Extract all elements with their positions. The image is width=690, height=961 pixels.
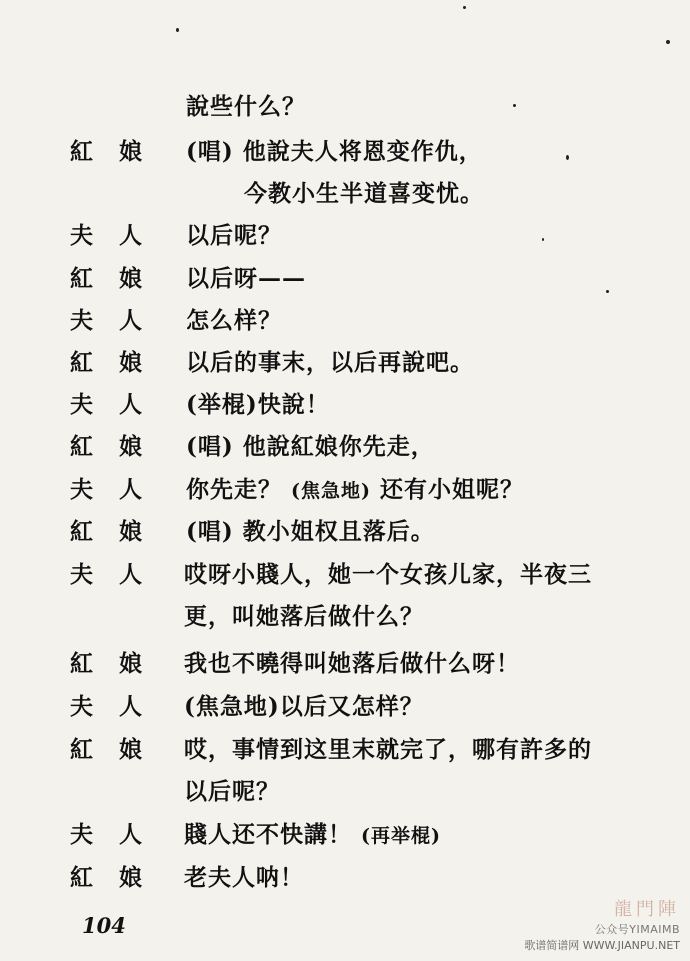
speaker-label: 紅娘	[70, 736, 168, 763]
line-text-combined	[186, 471, 524, 504]
speaker-label: 夫人	[70, 561, 168, 588]
watermark	[524, 895, 680, 953]
speaker-label: 夫人	[70, 693, 168, 720]
line-text: 今教小生半道喜变忧。	[244, 180, 484, 207]
speaker-label: 夫人	[70, 821, 168, 848]
line-text-combined	[184, 816, 441, 849]
scan-speck	[542, 238, 544, 241]
line-text: 賤人还不快講！	[184, 821, 352, 848]
speaker-label: 夫人	[70, 391, 168, 418]
line-text: 哎呀小賤人，她一个女孩儿家，半夜三	[184, 561, 592, 588]
scan-speck	[176, 28, 179, 32]
watermark-logo: 龍門陣	[614, 899, 680, 920]
stage-direction: (焦急地)	[291, 480, 371, 502]
line-text: 更，叫她落后做什么？	[184, 603, 424, 630]
speaker-label: 紅娘	[70, 864, 168, 891]
speaker-label: 夫人	[70, 307, 168, 334]
speaker-label: 紅娘	[70, 650, 168, 677]
line-text: 怎么样？	[186, 307, 282, 334]
line-text: 說些什么？	[186, 93, 306, 120]
speaker-label: 紅娘	[70, 349, 168, 376]
line-text: 我也不曉得叫她落后做什么呀！	[184, 650, 520, 677]
scan-speck	[666, 40, 670, 44]
line-text: 以后呢？	[184, 778, 280, 805]
speaker-label: 夫人	[70, 222, 168, 249]
speaker-label: 紅娘	[70, 138, 168, 165]
line-text: 老夫人呐！	[184, 864, 304, 891]
line-text: (唱) 他說夫人将恩变作仇，	[186, 138, 483, 165]
speaker-label: 夫人	[70, 476, 168, 503]
scan-speck	[463, 6, 466, 9]
speaker-label: 紅娘	[70, 433, 168, 460]
line-text: (唱) 教小姐权且落后。	[186, 518, 435, 545]
line-text: 以后的事末，以后再說吧。	[186, 349, 474, 376]
stage-direction: (再举棍)	[361, 825, 441, 847]
line-text: 你先走？	[186, 476, 282, 503]
line-text: 以后呀——	[186, 265, 306, 292]
line-text: (唱) 他說紅娘你先走，	[186, 433, 435, 460]
line-text-continued: 还有小姐呢？	[380, 476, 525, 503]
line-text: (焦急地)以后又怎样？	[184, 693, 424, 720]
line-text: 以后呢？	[186, 222, 282, 249]
page-number: 104	[82, 913, 126, 938]
speaker-label: 紅娘	[70, 265, 168, 292]
watermark-site: 歌谱简谱网 WWW.JIANPU.NET	[524, 939, 680, 952]
watermark-subtitle: 公众号YIMAIMB	[594, 923, 680, 936]
speaker-label: 紅娘	[70, 518, 168, 545]
scan-speck	[513, 104, 516, 107]
line-text: (举棍)快說！	[186, 391, 330, 418]
scan-speck	[606, 290, 609, 293]
scan-speck	[566, 155, 569, 160]
line-text: 哎，事情到这里末就完了，哪有許多的	[184, 736, 592, 763]
